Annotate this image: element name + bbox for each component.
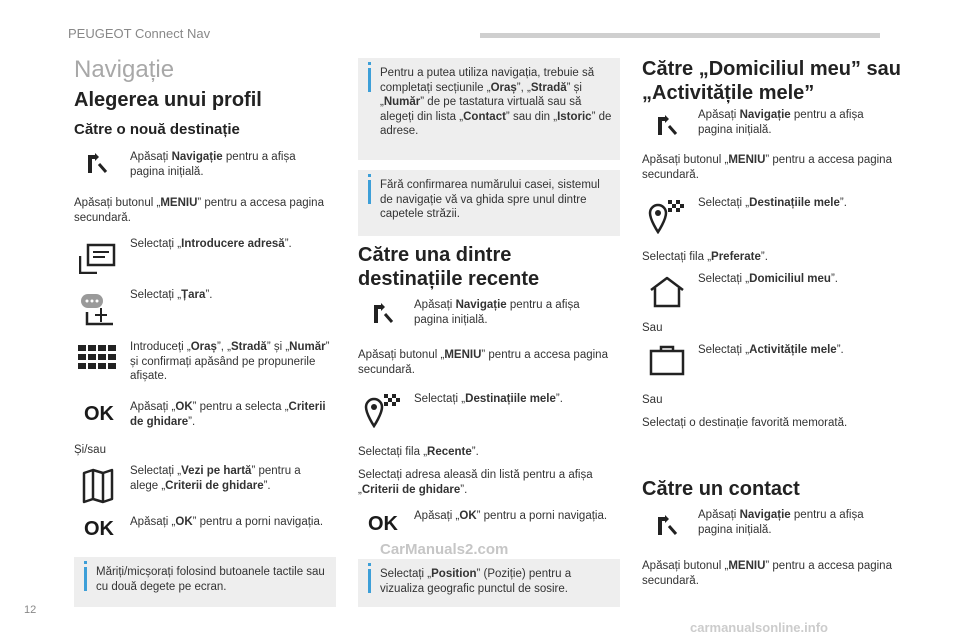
step-destinatiile-mele: Selectați „Destinațiile mele”. [698, 197, 847, 209]
step-oras-strada-numar: Introduceți „Oraș”, „Stradă” și „Număr” și confirmați apăsând pe propunerile afișate. [130, 341, 330, 382]
ok-icon: OK [84, 518, 114, 540]
keyboard-icon [78, 345, 118, 375]
heading-destinatii-recente: Către una dintre destinațiile recente [358, 244, 540, 290]
info-icon [84, 567, 87, 591]
step-destinatie-favorita: Selectați o destinație favorită memorată. [642, 417, 848, 429]
header-bar [480, 33, 880, 38]
country-select-icon [79, 292, 117, 326]
step-adresa-aleasa: Selectați adresa aleasă din listă pentru a afișa „Criterii de ghidare”. [358, 469, 593, 496]
watermark: CarManuals2.com [380, 541, 509, 558]
text-sau: Sau [642, 322, 663, 334]
step-fila-preferate: Selectați fila „Preferate”. [642, 251, 768, 263]
home-icon [648, 276, 686, 308]
step-domiciliul-meu: Selectați „Domiciliul meu”. [698, 273, 838, 285]
page-number: 12 [24, 604, 37, 616]
navigation-arrow-icon [372, 302, 394, 324]
note-zoom: Măriți/micșorați folosind butoanele tactile sau cu două degete pe ecran. [74, 557, 336, 607]
my-destinations-icon [648, 198, 684, 234]
heading-noua-destinatie: Către o nouă destinație [74, 121, 240, 138]
step-introducere-adresa: Selectați „Introducere adresă”. [130, 238, 292, 250]
step-vezi-pe-harta: Selectați „Vezi pe hartă” pentru a alege „Criterii de ghidare”. [130, 465, 301, 492]
navigation-arrow-icon [86, 152, 108, 174]
note-numar-casa: Fără confirmarea numărului casei, sistemul de navigație vă va ghida spre unul dintre capetele străzii. [358, 170, 620, 236]
text-sau: Sau [642, 394, 663, 406]
step-tara: Selectați „Țara”. [130, 289, 213, 301]
info-icon [368, 180, 371, 204]
section-title: Navigație [74, 56, 175, 83]
ok-icon: OK [84, 403, 114, 425]
heading-domiciliu-activitati: Către „Domiciliul meu” sau „Activitățile mele” [642, 58, 901, 104]
info-icon [368, 569, 371, 593]
step-navigatie: Apăsați Navigație pentru a afișa pagina inițială. [414, 299, 580, 326]
step-meniu: Apăsați butonul „MENIU” pentru a accesa pagina secundară. [358, 349, 608, 376]
step-meniu: Apăsați butonul „MENIU” pentru a accesa pagina secundară. [642, 154, 892, 181]
ok-icon: OK [368, 513, 398, 535]
text-si-sau: Și/sau [74, 444, 106, 456]
watermark-footer: carmanualsonline.info [690, 620, 828, 635]
step-meniu: Apăsați butonul „MENIU” pentru a accesa pagina secundară. [642, 560, 892, 587]
work-briefcase-icon [648, 344, 686, 376]
heading-catre-contact: Către un contact [642, 478, 800, 500]
address-entry-icon [79, 242, 117, 274]
step-ok-porni: Apăsați „OK” pentru a porni navigația. [130, 516, 324, 528]
header-title: PEUGEOT Connect Nav [68, 26, 211, 41]
step-navigatie: Apăsați Navigație pentru a afișa pagina inițială. [130, 151, 296, 178]
note-completare: Pentru a putea utiliza navigația, trebuie să completați secțiunile „Oraș”, „Stradă” și „Număr” de pe tastatura virtuală sau să alegeți din lista „Contact” sau din „Istoric” de adrese. [358, 58, 620, 160]
step-activitatile-mele: Selectați „Activitățile mele”. [698, 344, 844, 356]
navigation-arrow-icon [656, 514, 678, 536]
navigation-arrow-icon [656, 114, 678, 136]
map-icon [82, 468, 114, 504]
note-position: Selectați „Position” (Poziție) pentru a vizualiza geografic punctul de sosire. [358, 559, 620, 607]
step-meniu: Apăsați butonul „MENIU” pentru a accesa pagina secundară. [74, 197, 324, 224]
step-navigatie: Apăsați Navigație pentru a afișa pagina inițială. [698, 509, 864, 536]
step-ok-criterii: Apăsați „OK” pentru a selecta „Criterii de ghidare”. [130, 401, 326, 428]
info-icon [368, 68, 371, 92]
step-fila-recente: Selectați fila „Recente”. [358, 446, 479, 458]
step-ok-porni: Apăsați „OK” pentru a porni navigația. [414, 510, 608, 522]
step-destinatiile-mele: Selectați „Destinațiile mele”. [414, 393, 563, 405]
my-destinations-icon [364, 392, 400, 428]
heading-alegerea-profil: Alegerea unui profil [74, 89, 262, 111]
step-navigatie: Apăsați Navigație pentru a afișa pagina inițială. [698, 109, 864, 136]
